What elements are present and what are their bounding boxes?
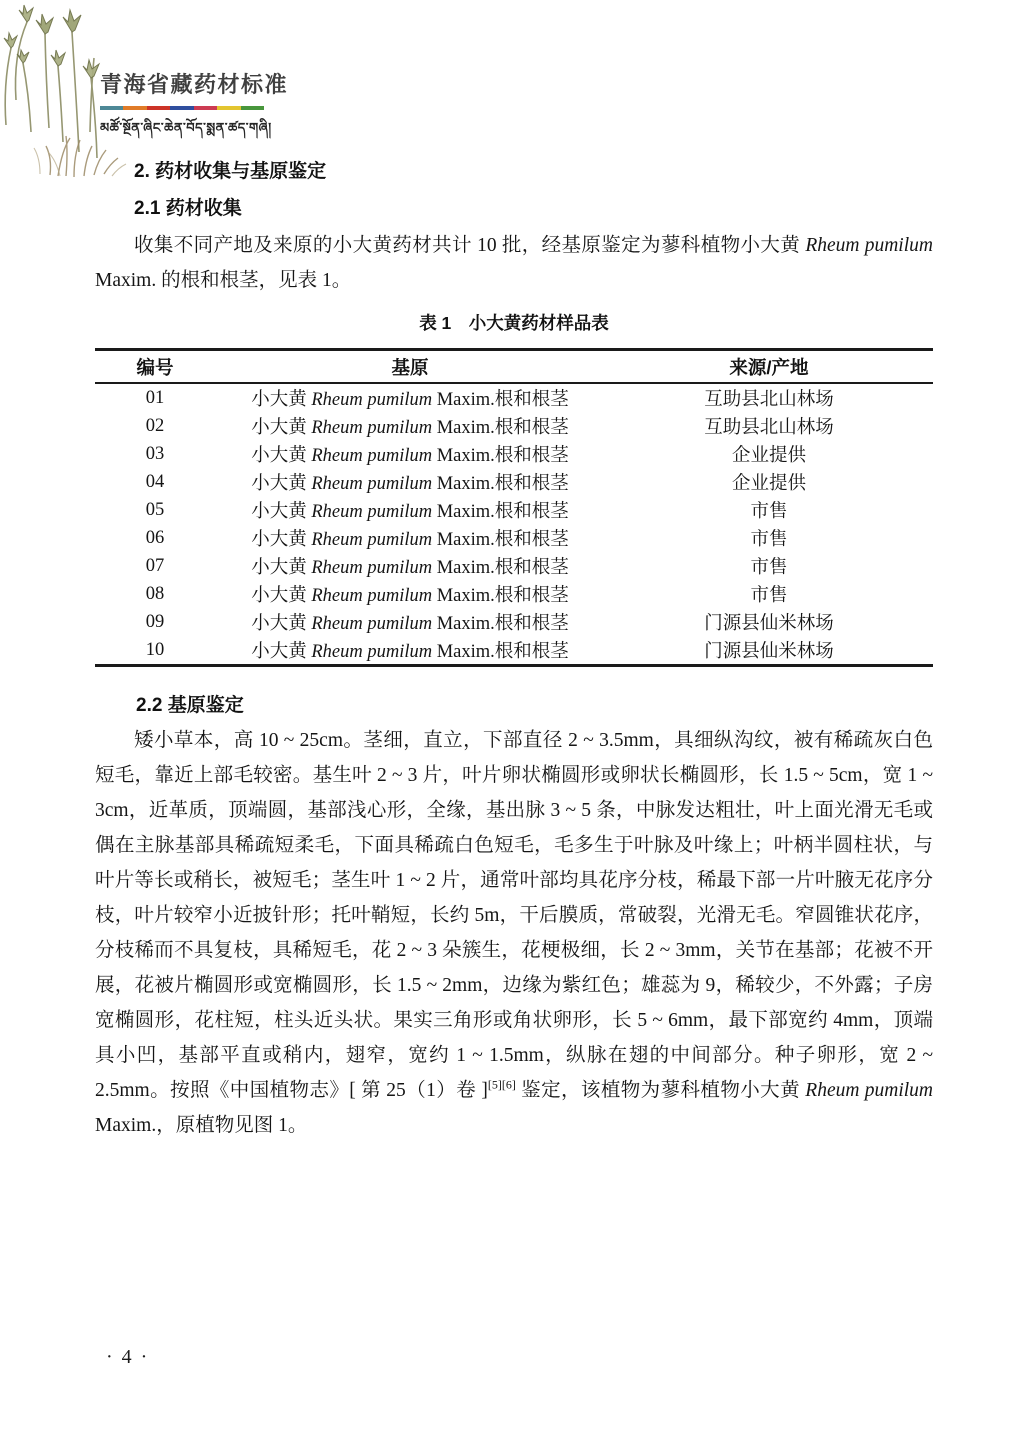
divider-segment	[170, 106, 193, 110]
identification-text-2: 鉴定，该植物为蓼科植物小大黄	[515, 1080, 806, 1101]
header-divider	[100, 106, 264, 110]
table-row	[95, 608, 933, 636]
origin-suffix: Maxim.根和根茎	[432, 390, 569, 410]
cell-origin	[215, 609, 605, 635]
cell-origin	[215, 469, 605, 495]
sample-table	[95, 348, 933, 667]
species-latin-name: Rheum pumilum	[805, 235, 933, 256]
cell-id: 03	[145, 443, 165, 464]
cell-origin	[215, 497, 605, 523]
origin-prefix: 小大黄	[251, 474, 312, 494]
cell-id: 08	[145, 583, 165, 604]
origin-latin: Rheum pumilum	[311, 530, 433, 550]
identification-text-1: 矮小草本，高 10 ~ 25cm。茎细，直立，下部直径 2 ~ 3.5mm，具细纵沟纹，被有稀疏灰白色短毛，靠近上部毛较密。基生叶 2 ~ 3 片，叶片卵状椭圆形或卵状长椭圆形，长 1.5 ~ 5cm，宽 1 ~ 3cm，近革质，顶端圆，基部浅心形，全缘，基出脉 3 ~ 5 条，中脉发达粗壮，叶上面光滑无毛或偶在主脉基部具稀疏短柔毛，下面具稀疏白色短毛，毛多生于叶脉及叶缘上；叶柄半圆柱状，与叶片等长或稍长，被短毛；茎生叶 1 ~ 2 片，通常叶部均具花序分枝，稀最下部一片叶腋无花序分枝，叶片较窄小近披针形；托叶鞘短，长约 5m，干后膜质，常破裂，光滑无毛。窄圆锥状花序，分枝稀而不具复枝，具稀短毛，花 2 ~ 3 朵簇生，花梗极细，长 2 ~ 3mm，关节在基部；花被不开展，花被片椭圆形或宽椭圆形，长 1.5 ~ 2mm，边缘为紫红色；雄蕊为 9，稀较少，不外露；子房宽椭圆形，花柱短，柱头近头状。果实三角形或角状卵形，长 5 ~ 6mm，最下部宽约 4mm，顶端具小凹，基部平直或稍内，翅窄，宽约 1 ~ 1.5mm，纵脉在翅的中间部分。种子卵形，宽 2 ~ 2.5mm。按照《中国植物志》[ 第 25（1）卷 ]	[95, 730, 933, 1101]
origin-latin: Rheum pumilum	[311, 502, 433, 522]
table-row	[95, 496, 933, 524]
origin-prefix: 小大黄	[251, 390, 312, 410]
intro-text-2: Maxim. 的根和根茎，见表 1。	[95, 270, 352, 291]
cell-source: 市售	[750, 586, 788, 606]
identification-paragraph	[95, 723, 933, 1143]
cell-origin	[215, 385, 605, 411]
table-row	[95, 468, 933, 496]
cell-id: 10	[145, 639, 165, 660]
origin-prefix: 小大黄	[251, 446, 312, 466]
cell-source: 市售	[750, 558, 788, 578]
cell-source: 市售	[750, 530, 788, 550]
table-header-row	[95, 351, 933, 384]
cell-origin	[215, 553, 605, 579]
origin-latin: Rheum pumilum	[311, 642, 433, 662]
origin-suffix: Maxim.根和根茎	[432, 642, 569, 662]
divider-segment	[147, 106, 170, 110]
origin-latin: Rheum pumilum	[311, 558, 433, 578]
origin-prefix: 小大黄	[251, 530, 312, 550]
origin-suffix: Maxim.根和根茎	[432, 558, 569, 578]
origin-prefix: 小大黄	[251, 502, 312, 522]
table-caption: 表 1 小大黄药材样品表	[419, 313, 609, 333]
section-heading-2-1: 2.1 药材收集	[134, 198, 242, 219]
cell-origin	[215, 581, 605, 607]
intro-paragraph	[95, 228, 933, 298]
divider-segment	[194, 106, 217, 110]
table-header-id: 编号	[136, 356, 174, 378]
cell-source: 门源县仙米林场	[704, 642, 834, 662]
table-row	[95, 440, 933, 468]
cell-source: 企业提供	[731, 474, 806, 494]
origin-suffix: Maxim.根和根茎	[432, 586, 569, 606]
cell-id: 07	[145, 555, 165, 576]
species-latin-name: Rheum pumilum	[805, 1080, 933, 1101]
cell-id: 05	[145, 499, 165, 520]
masthead-tibetan-subtitle: མཚོ་སྔོན་ཞིང་ཆེན་བོད་སྨན་ཚད་གཞི།	[100, 120, 272, 135]
origin-latin: Rheum pumilum	[311, 614, 433, 634]
cell-id: 06	[145, 527, 165, 548]
table-row	[95, 580, 933, 608]
divider-segment	[123, 106, 146, 110]
origin-latin: Rheum pumilum	[311, 474, 433, 494]
cell-origin	[215, 413, 605, 439]
origin-prefix: 小大黄	[251, 586, 312, 606]
origin-prefix: 小大黄	[251, 642, 312, 662]
cell-source: 互助县北山林场	[704, 418, 834, 438]
table-row	[95, 552, 933, 580]
divider-segment	[241, 106, 264, 110]
cell-origin	[215, 637, 605, 663]
table-header-source: 来源/产地	[729, 356, 809, 378]
cell-id: 01	[145, 387, 165, 408]
origin-suffix: Maxim.根和根茎	[432, 418, 569, 438]
masthead-title: 青海省藏药材标准	[100, 72, 289, 97]
origin-latin: Rheum pumilum	[311, 446, 433, 466]
cell-origin	[215, 441, 605, 467]
table-header-origin: 基原	[391, 356, 429, 378]
cell-id: 02	[145, 415, 165, 436]
cell-source: 门源县仙米林场	[704, 614, 834, 634]
reference-superscript: [5][6]	[487, 1077, 516, 1092]
origin-suffix: Maxim.根和根茎	[432, 614, 569, 634]
cell-source: 互助县北山林场	[704, 390, 834, 410]
page-content	[95, 160, 933, 1143]
table-row	[95, 384, 933, 412]
origin-suffix: Maxim.根和根茎	[432, 474, 569, 494]
origin-suffix: Maxim.根和根茎	[432, 446, 569, 466]
divider-segment	[100, 106, 123, 110]
identification-text-3: Maxim.，原植物见图 1。	[95, 1115, 308, 1136]
section-heading-2: 2. 药材收集与基原鉴定	[134, 161, 327, 182]
origin-latin: Rheum pumilum	[311, 586, 433, 606]
cell-source: 企业提供	[731, 446, 806, 466]
table-row	[95, 636, 933, 664]
masthead	[100, 68, 400, 150]
table-row	[95, 524, 933, 552]
section-heading-2-2: 2.2 基原鉴定	[136, 695, 244, 716]
origin-suffix: Maxim.根和根茎	[432, 530, 569, 550]
origin-latin: Rheum pumilum	[311, 418, 433, 438]
divider-segment	[217, 106, 240, 110]
table-row	[95, 412, 933, 440]
origin-suffix: Maxim.根和根茎	[432, 502, 569, 522]
origin-latin: Rheum pumilum	[311, 390, 433, 410]
cell-origin	[215, 525, 605, 551]
page-number: · 4 ·	[106, 1346, 150, 1368]
origin-prefix: 小大黄	[251, 614, 312, 634]
origin-prefix: 小大黄	[251, 418, 312, 438]
cell-source: 市售	[750, 502, 788, 522]
cell-id: 04	[145, 471, 165, 492]
intro-text-1: 收集不同产地及来原的小大黄药材共计 10 批，经基原鉴定为蓼科植物小大黄	[134, 235, 806, 256]
cell-id: 09	[145, 611, 165, 632]
origin-prefix: 小大黄	[251, 558, 312, 578]
